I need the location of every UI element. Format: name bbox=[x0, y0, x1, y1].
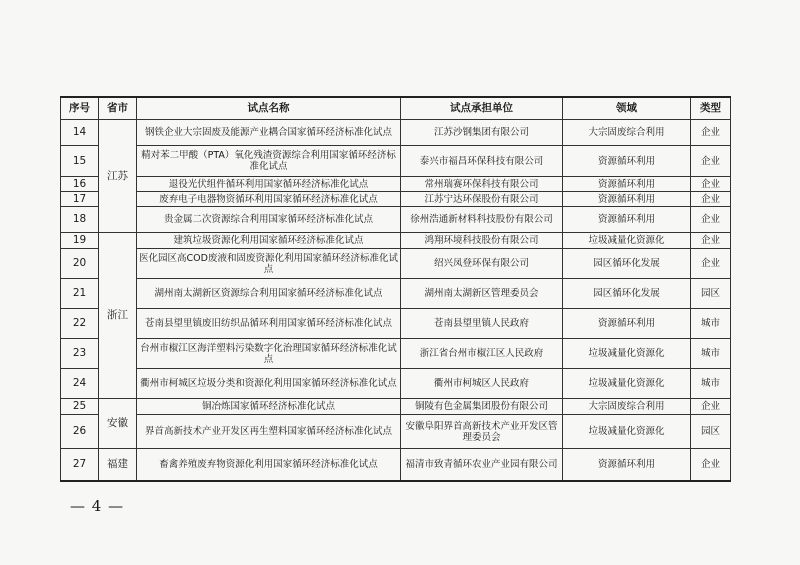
row-unit: 浙江省台州市椒江区人民政府 bbox=[401, 339, 563, 369]
row-name: 台州市椒江区海洋塑料污染数字化治理国家循环经济标准化试点 bbox=[137, 339, 401, 369]
row-unit: 安徽阜阳界首高新技术产业开发区管理委员会 bbox=[401, 415, 563, 449]
row-unit: 绍兴凤登环保有限公司 bbox=[401, 249, 563, 279]
pilot-table bbox=[60, 96, 731, 482]
row-field: 资源循环利用 bbox=[563, 207, 691, 233]
row-type: 企业 bbox=[691, 249, 731, 279]
row-name: 退役光伏组件循环利用国家循环经济标准化试点 bbox=[137, 177, 401, 192]
row-no: 27 bbox=[61, 449, 99, 481]
table-row bbox=[61, 120, 731, 146]
row-type: 企业 bbox=[691, 192, 731, 207]
province-cell: 安徽 bbox=[99, 399, 137, 449]
row-name: 精对苯二甲酸（PTA）氧化残渣资源综合利用国家循环经济标准化试点 bbox=[137, 146, 401, 177]
table-row bbox=[61, 192, 731, 207]
row-name: 苍南县望里镇废旧纺织品循环利用国家循环经济标准化试点 bbox=[137, 309, 401, 339]
row-field: 大宗固废综合利用 bbox=[563, 120, 691, 146]
table-row bbox=[61, 177, 731, 192]
row-name: 贵金属二次资源综合利用国家循环经济标准化试点 bbox=[137, 207, 401, 233]
row-name: 畜禽养殖废弃物资源化利用国家循环经济标准化试点 bbox=[137, 449, 401, 481]
row-type: 企业 bbox=[691, 449, 731, 481]
page-number: — 4 — bbox=[70, 497, 125, 515]
row-no: 25 bbox=[61, 399, 99, 415]
province-cell: 福建 bbox=[99, 449, 137, 481]
table-row bbox=[61, 449, 731, 481]
row-field: 资源循环利用 bbox=[563, 192, 691, 207]
row-field: 资源循环利用 bbox=[563, 177, 691, 192]
header-name: 试点名称 bbox=[137, 97, 401, 120]
table-row bbox=[61, 339, 731, 369]
row-type: 城市 bbox=[691, 339, 731, 369]
row-no: 23 bbox=[61, 339, 99, 369]
row-type: 园区 bbox=[691, 279, 731, 309]
row-no: 22 bbox=[61, 309, 99, 339]
header-type: 类型 bbox=[691, 97, 731, 120]
row-type: 城市 bbox=[691, 309, 731, 339]
table-row bbox=[61, 249, 731, 279]
row-no: 21 bbox=[61, 279, 99, 309]
row-unit: 江苏沙钢集团有限公司 bbox=[401, 120, 563, 146]
table-row bbox=[61, 369, 731, 399]
table-header-row bbox=[61, 97, 731, 120]
row-type: 企业 bbox=[691, 146, 731, 177]
row-field: 资源循环利用 bbox=[563, 449, 691, 481]
row-name: 建筑垃圾资源化利用国家循环经济标准化试点 bbox=[137, 233, 401, 249]
row-field: 大宗固废综合利用 bbox=[563, 399, 691, 415]
table-row bbox=[61, 146, 731, 177]
row-no: 15 bbox=[61, 146, 99, 177]
row-unit: 江苏宁达环保股份有限公司 bbox=[401, 192, 563, 207]
table-row bbox=[61, 415, 731, 449]
row-field: 资源循环利用 bbox=[563, 146, 691, 177]
row-unit: 福清市致青循环农业产业园有限公司 bbox=[401, 449, 563, 481]
row-name: 铜冶炼国家循环经济标准化试点 bbox=[137, 399, 401, 415]
row-unit: 泰兴市福昌环保科技有限公司 bbox=[401, 146, 563, 177]
row-type: 企业 bbox=[691, 120, 731, 146]
row-no: 19 bbox=[61, 233, 99, 249]
row-unit: 苍南县望里镇人民政府 bbox=[401, 309, 563, 339]
row-field: 垃圾减量化资源化 bbox=[563, 339, 691, 369]
header-province: 省市 bbox=[99, 97, 137, 120]
row-field: 资源循环利用 bbox=[563, 309, 691, 339]
header-unit: 试点承担单位 bbox=[401, 97, 563, 120]
row-no: 14 bbox=[61, 120, 99, 146]
row-type: 企业 bbox=[691, 207, 731, 233]
table-row bbox=[61, 309, 731, 339]
row-name: 衢州市柯城区垃圾分类和资源化利用国家循环经济标准化试点 bbox=[137, 369, 401, 399]
table-row bbox=[61, 207, 731, 233]
row-unit: 衢州市柯城区人民政府 bbox=[401, 369, 563, 399]
row-no: 17 bbox=[61, 192, 99, 207]
row-unit: 湖州南太湖新区管理委员会 bbox=[401, 279, 563, 309]
row-field: 垃圾减量化资源化 bbox=[563, 369, 691, 399]
row-type: 园区 bbox=[691, 415, 731, 449]
row-type: 企业 bbox=[691, 233, 731, 249]
row-name: 湖州南太湖新区资源综合利用国家循环经济标准化试点 bbox=[137, 279, 401, 309]
row-type: 城市 bbox=[691, 369, 731, 399]
header-field: 领域 bbox=[563, 97, 691, 120]
province-cell: 浙江 bbox=[99, 233, 137, 399]
row-type: 企业 bbox=[691, 177, 731, 192]
row-field: 园区循环化发展 bbox=[563, 279, 691, 309]
row-no: 24 bbox=[61, 369, 99, 399]
row-name: 界首高新技术产业开发区再生塑料国家循环经济标准化试点 bbox=[137, 415, 401, 449]
row-unit: 铜陵有色金属集团股份有限公司 bbox=[401, 399, 563, 415]
row-name: 医化园区高COD废液和固废资源化利用国家循环经济标准化试点 bbox=[137, 249, 401, 279]
table-row bbox=[61, 399, 731, 415]
row-unit: 徐州浩通新材料科技股份有限公司 bbox=[401, 207, 563, 233]
row-name: 废弃电子电器物资循环利用国家循环经济标准化试点 bbox=[137, 192, 401, 207]
row-field: 垃圾减量化资源化 bbox=[563, 233, 691, 249]
row-type: 企业 bbox=[691, 399, 731, 415]
row-name: 钢铁企业大宗固废及能源产业耦合国家循环经济标准化试点 bbox=[137, 120, 401, 146]
row-field: 园区循环化发展 bbox=[563, 249, 691, 279]
row-no: 20 bbox=[61, 249, 99, 279]
row-unit: 常州瑞赛环保科技有限公司 bbox=[401, 177, 563, 192]
header-no: 序号 bbox=[61, 97, 99, 120]
province-cell: 江苏 bbox=[99, 120, 137, 233]
row-no: 16 bbox=[61, 177, 99, 192]
row-no: 18 bbox=[61, 207, 99, 233]
table-row bbox=[61, 279, 731, 309]
row-field: 垃圾减量化资源化 bbox=[563, 415, 691, 449]
table-row bbox=[61, 233, 731, 249]
row-unit: 鸿翔环境科技股份有限公司 bbox=[401, 233, 563, 249]
row-no: 26 bbox=[61, 415, 99, 449]
